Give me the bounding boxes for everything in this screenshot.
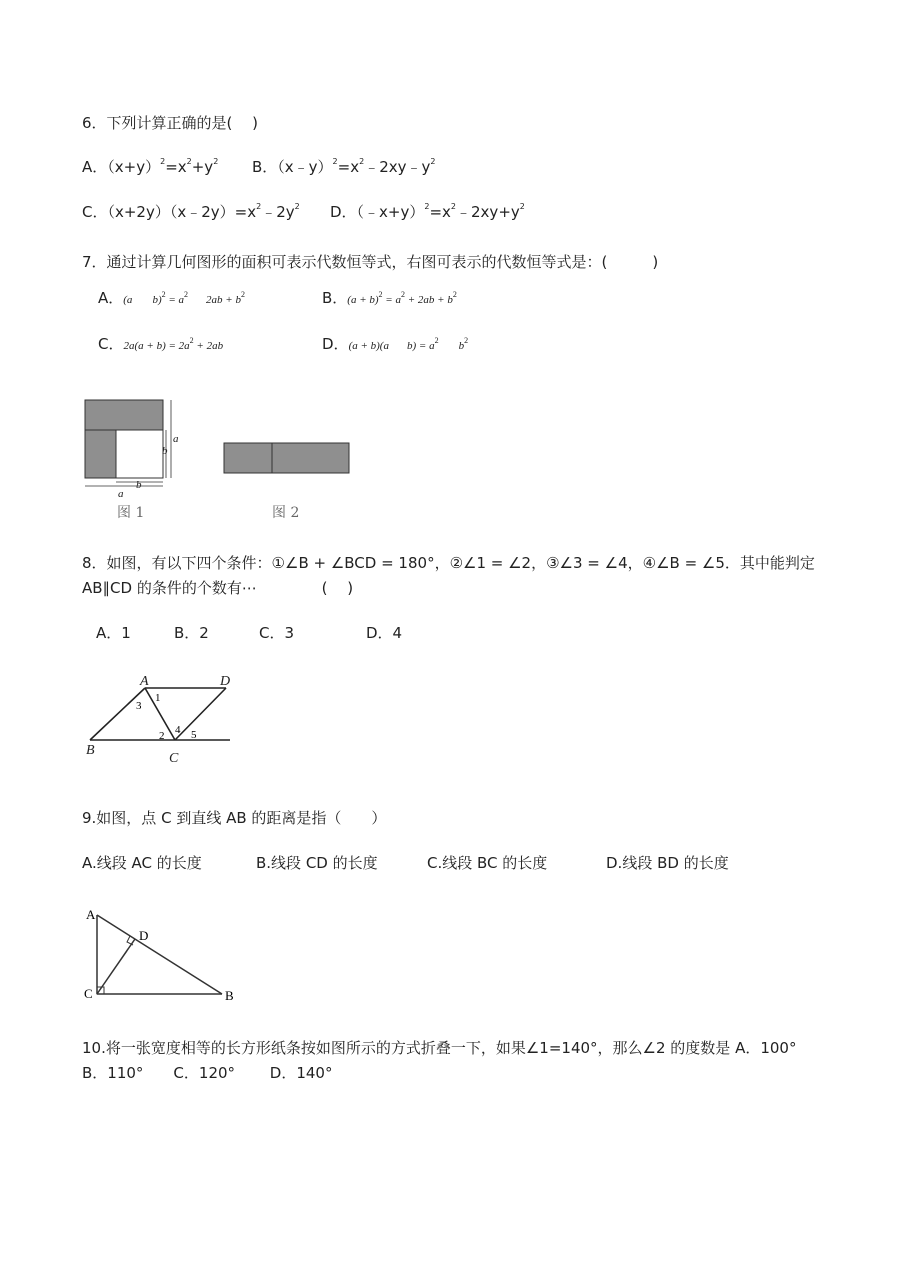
q9-option-c[interactable]: C.线段 BC 的长度	[427, 854, 548, 872]
q8-line-ab	[90, 688, 145, 740]
q8-figure	[80, 665, 240, 775]
q9-segment-ab	[97, 915, 222, 994]
q7-figure-2	[220, 438, 355, 528]
q9-label-b: B	[225, 988, 234, 1003]
q8-angle-1: 1	[155, 692, 161, 704]
q8-label-d: D	[220, 674, 231, 689]
q9-option-b[interactable]: B.线段 CD 的长度	[256, 854, 378, 872]
fig1-top-strip	[85, 400, 163, 430]
q8-angle-5: 5	[191, 729, 197, 741]
fig1-white-square	[116, 430, 163, 478]
fig2-caption: 图 2	[272, 505, 300, 521]
fig1-label-b-bottom: b	[136, 479, 142, 491]
q6-option-c[interactable]: C．$(x+2y)(x﹣2y)=x^2﹣2y^2$	[82, 202, 300, 221]
q7-option-d[interactable]: D．(a + b)(a $b) = a^2$ $b^2$	[322, 335, 469, 353]
q6-option-a[interactable]: A．$(x+y)^2=x^2+y^2$	[82, 157, 219, 176]
q8-label-b: B	[86, 743, 95, 758]
fig1-left-strip	[85, 430, 116, 478]
q8-option-a[interactable]: A．1	[96, 624, 131, 642]
q8-label-c: C	[169, 751, 179, 766]
q7-option-c[interactable]: C．$2a(a + b) = 2a^2 + 2ab$	[98, 335, 224, 353]
q6-option-d[interactable]: D．$(﹣x+y)^2=x^2﹣2xy+y^2$	[330, 202, 525, 221]
fig1-caption: 图 1	[117, 505, 145, 521]
q9-stem: 9.如图，点 C 到直线 AB 的距离是指（ ）	[82, 809, 387, 827]
q7-stem: 7．通过计算几何图形的面积可表示代数恒等式，右图可表示的代数恒等式是：( )	[82, 253, 659, 271]
q8-angle-4: 4	[175, 724, 181, 736]
q9-label-d: D	[139, 928, 149, 943]
q6-stem: 6．下列计算正确的是( )	[82, 114, 259, 132]
fig1-label-b-right: b	[162, 445, 168, 457]
fig1-label-a-bottom: a	[118, 488, 124, 500]
q9-option-d[interactable]: D.线段 BD 的长度	[606, 854, 729, 872]
q9-label-a: A	[86, 907, 96, 922]
q8-option-b[interactable]: B．2	[174, 624, 209, 642]
q9-figure	[80, 905, 250, 1010]
q8-angle-2: 2	[159, 730, 165, 742]
fig2-right-rect	[272, 443, 349, 473]
q9-segment-cd	[97, 939, 135, 994]
q9-option-a[interactable]: A.线段 AC 的长度	[82, 854, 202, 872]
fig1-label-a-right: a	[173, 433, 179, 445]
q7-option-a[interactable]: A．(a $b)^2 = a^2$ $2ab + b^2$	[98, 289, 245, 307]
q8-option-d[interactable]: D．4	[366, 624, 403, 642]
q10-stem-line2: B．110° C．120° D．140°	[82, 1064, 333, 1082]
q7-figure-1	[80, 395, 190, 525]
q8-line-cd	[175, 688, 226, 740]
q8-angle-3: 3	[136, 700, 142, 712]
q8-option-c[interactable]: C．3	[259, 624, 295, 642]
q9-label-c: C	[84, 986, 93, 1001]
q8-stem-line2: AB∥CD 的条件的个数有⋯ ( )	[82, 579, 354, 597]
q6-option-b[interactable]: B．$(x﹣y)^2=x^2﹣2xy﹣y^2$	[252, 157, 436, 176]
fig2-left-rect	[224, 443, 272, 473]
q7-option-b[interactable]: B．$(a + b)^2 = a^2 + 2ab + b^2$	[322, 289, 457, 307]
q10-stem-line1: 10.将一张宽度相等的长方形纸条按如图所示的方式折叠一下，如果∠1=140°，那么∠2 的度数是 A．100°	[82, 1039, 797, 1057]
q8-stem-line1: 8．如图，有以下四个条件：①∠B + ∠BCD = 180°，②∠1 = ∠2，③∠3 = ∠4，④∠B = ∠5．其中能判定	[82, 554, 815, 572]
q8-label-a: A	[140, 674, 149, 689]
